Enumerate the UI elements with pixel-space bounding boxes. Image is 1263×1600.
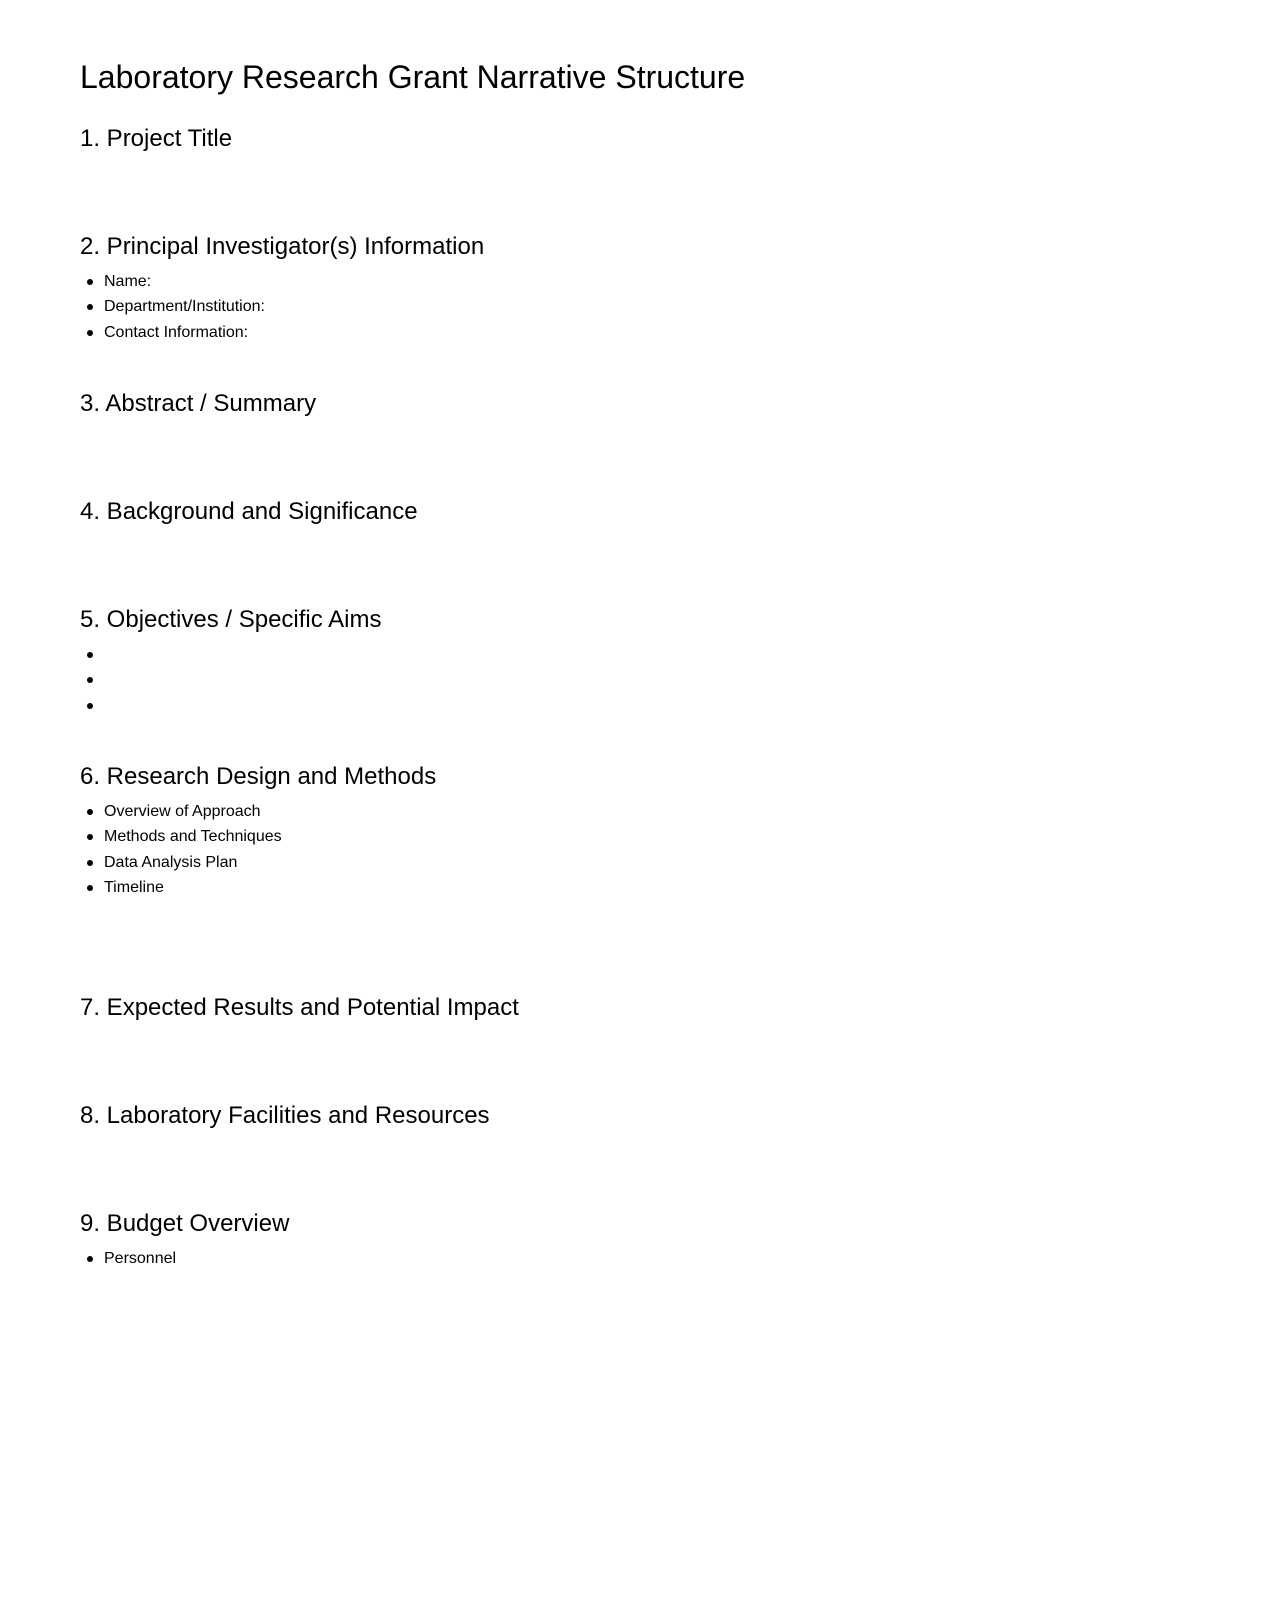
list-item	[80, 272, 1180, 297]
section-background	[80, 497, 1180, 527]
bullet-icon	[87, 330, 93, 336]
bullet-icon	[87, 703, 93, 709]
section-heading: 7. Expected Results and Potential Impact	[80, 994, 519, 1021]
list-item	[80, 323, 1180, 348]
research-design-list	[80, 802, 1180, 903]
list-item	[80, 670, 1180, 695]
list-item	[80, 1249, 1180, 1274]
section-heading: 6. Research Design and Methods	[80, 763, 437, 790]
objectives-list	[80, 645, 1180, 721]
section-heading: 2. Principal Investigator(s) Information	[80, 233, 485, 260]
list-item	[80, 827, 1180, 852]
list-item-text: Timeline	[104, 878, 164, 896]
section-principal-investigator	[80, 232, 1180, 348]
list-item	[80, 645, 1180, 670]
list-item	[80, 696, 1180, 721]
bullet-icon	[87, 885, 93, 891]
list-item-text: Methods and Techniques	[104, 828, 282, 846]
section-abstract	[80, 389, 1180, 419]
section-facilities	[80, 1101, 1180, 1131]
list-item-text: Overview of Approach	[104, 803, 261, 820]
pi-info-list	[80, 272, 1180, 348]
section-heading: 8. Laboratory Facilities and Resources	[80, 1102, 490, 1129]
list-item-text: Name:	[104, 273, 152, 290]
bullet-icon	[87, 1256, 93, 1262]
section-heading: 1. Project Title	[80, 125, 233, 152]
list-item	[80, 878, 1180, 903]
bullet-icon	[87, 860, 93, 866]
bullet-icon	[87, 304, 93, 310]
list-item-text: Department/Institution:	[104, 298, 265, 316]
section-project-title	[80, 124, 1180, 154]
budget-list	[80, 1249, 1180, 1274]
list-item	[80, 802, 1180, 827]
bullet-icon	[87, 809, 93, 815]
section-heading: 4. Background and Significance	[80, 498, 418, 525]
section-research-design	[80, 762, 1180, 903]
list-item	[80, 297, 1180, 322]
section-heading: 5. Objectives / Specific Aims	[80, 606, 382, 633]
section-objectives	[80, 605, 1180, 721]
bullet-icon	[87, 279, 93, 285]
bullet-icon	[87, 677, 93, 683]
list-item-text: Contact Information:	[104, 323, 249, 341]
bullet-icon	[87, 834, 93, 840]
section-expected-results	[80, 993, 1180, 1023]
bullet-icon	[87, 652, 93, 658]
document-title: Laboratory Research Grant Narrative Structure	[80, 59, 746, 95]
list-item	[80, 853, 1180, 878]
section-budget	[80, 1209, 1180, 1274]
section-heading: 3. Abstract / Summary	[80, 390, 317, 417]
list-item-text: Personnel	[104, 1250, 177, 1267]
list-item-text: Data Analysis Plan	[104, 853, 238, 871]
section-heading: 9. Budget Overview	[80, 1210, 290, 1237]
